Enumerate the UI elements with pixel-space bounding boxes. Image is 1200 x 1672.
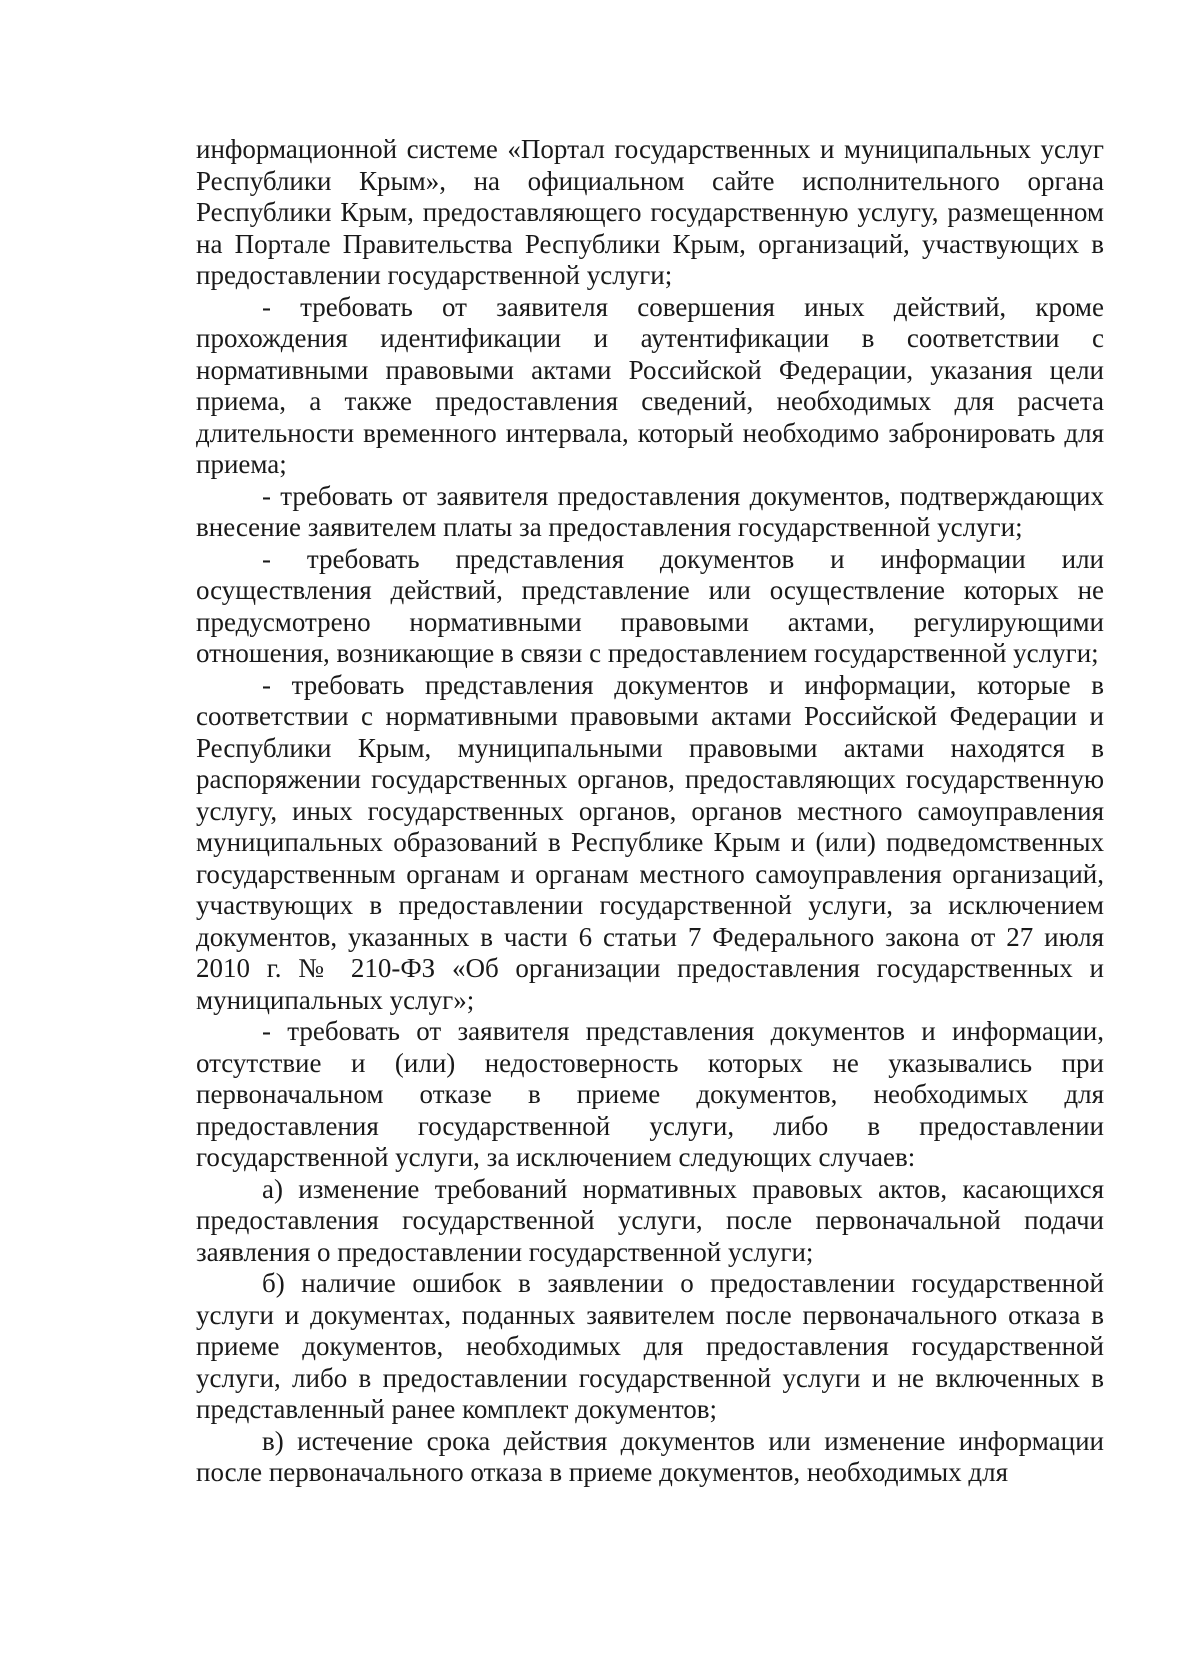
- paragraph-portal-continuation: информационной системе «Портал государственных и муниципальных услуг Республики Крым», на официальном сайте исполнительного органа Республики Крым, предоставляющего государственную услугу, размещенном на Портале Правительства Республики Крым, организаций, участвующих в предоставлении государственной услуги;: [196, 134, 1104, 290]
- paragraph-case-a: а) изменение требований нормативных правовых актов, касающихся предоставления государственной услуги, после первоначальной подачи заявления о предоставлении государственной услуги;: [196, 1173, 1104, 1267]
- paragraph-unregulated-documents: - требовать представления документов и информации или осуществления действий, представление или осуществление которых не предусмотрено нормативными правовыми актами, регулирующими отношения, возникающие в связи с предоставлением государственной услуги;: [196, 543, 1104, 668]
- paragraph-documents-in-possession: - требовать представления документов и информации, которые в соответствии с нормативными правовыми актами Российской Федерации и Республики Крым, муниципальными правовыми актами находятся в распоряжении государственных органов, предоставляющих государственную услугу, иных государственных органов, органов местного самоуправления муниципальных образований в Республике Крым и (или) подведомственных государственным органам и органам местного самоуправления организаций, участвующих в предоставлении государственной услуги, за исключением документов, указанных в части 6 статьи 7 Федерального закона от 27 июля 2010 г. № 210-ФЗ «Об организации предоставления государственных и муниципальных услуг»;: [196, 669, 1104, 1015]
- paragraph-case-b: б) наличие ошибок в заявлении о предоставлении государственной услуги и документах, поданных заявителем после первоначального отказа в приеме документов, необходимых для предоставления государственной услуги, либо в предоставлении государственной услуги и не включенных в представленный ранее комплект документов;: [196, 1268, 1104, 1424]
- paragraph-payment-documents: - требовать от заявителя предоставления документов, подтверждающих внесение заявителем платы за предоставления государственной услуги;: [196, 480, 1104, 542]
- paragraph-case-c: в) истечение срока действия документов или изменение информации после первоначального отказа в приеме документов, необходимых для: [196, 1425, 1104, 1487]
- paragraph-missing-documents: - требовать от заявителя представления документов и информации, отсутствие и (или) недостоверность которых не указывались при первоначальном отказе в приеме документов, необходимых для предоставления государственной услуги, либо в предоставлении государственной услуги, за исключением следующих случаев:: [196, 1016, 1104, 1172]
- paragraph-identification-requirement: - требовать от заявителя совершения иных действий, кроме прохождения идентификации и аутентификации в соответствии с нормативными правовыми актами Российской Федерации, указания цели приема, а также предоставления сведений, необходимых для расчета длительности временного интервала, который необходимо забронировать для приема;: [196, 291, 1104, 479]
- document-body: [196, 134, 1104, 1489]
